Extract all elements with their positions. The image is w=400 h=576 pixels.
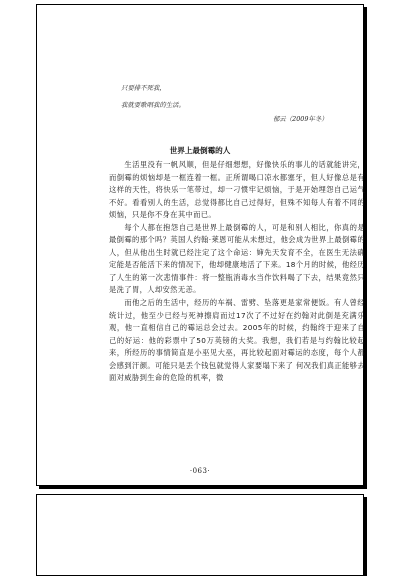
epigraph-line: 只要排不死我， (121, 84, 166, 92)
chapter-title: 世界上最倒霉的人 (169, 146, 231, 155)
epigraph-line: 我就要歌唱我的生活。 (121, 101, 185, 109)
paragraph: 而他之后的生活中，经历的车祸、雷劈、坠落更是家常便饭。有人曾经统计过，他至少已经与死神擦肩而过17次了不过好在约翰对此倒是充满乐观，他一直相信自己的霉运总会过去。2005年的时候，约翰终于迎来了自己的好运：他的彩票中了50万英镑的大奖。我想，我们若是与约翰比较起来，所经历的事情简直是小巫见大巫，再比较起面对霉运的态度，每个人都会感到汗颜。可能只是丢个钱包就觉得人家要塌下来了 何况我们真正能够去面对威胁到生命的危险的机率，微 (109, 298, 365, 383)
body-text (109, 159, 365, 385)
paragraph: 每个人都在抱怨自己是世界上最倒霉的人，可是和别人相比，你真的是最倒霉的那个吗？英国人约翰·莱恩可能从未想过，他会成为世界上最倒霉的人，但从他出生时就已经注定了这个命运：婶先天发育不全，在医生无法确定能是否能活下来的情况下，他却健康地活了下来。18个月的时候，他经历了人生的第一次悲情事件：将一整瓶消毒水当作饮料喝了下去，结果竟然只是洗了胃，人却安然无恙。 (109, 222, 365, 295)
epigraph-signature: 郁云（2009年冬） (273, 115, 328, 123)
document-page (36, 4, 364, 486)
paragraph: 生活里没有一帆风顺，但是仔细想想，好像快乐的事儿的话就能讲完，而倒霉的烦恼却是一框连着一框。正所谓喝口凉水都塞牙，但人好像总是有这样的天性，将快乐一笔带过，却一刁惯牢记烦恼，于是开始埋怨自己运气不好。看看别人的生活，总觉得都比自己过得好，但殊不知每人有着不同的烦恼，只是你不身在其中而已。 (109, 160, 365, 220)
page-number: ·063· (189, 467, 211, 475)
epigraph (121, 80, 185, 114)
next-document-page (36, 494, 364, 576)
